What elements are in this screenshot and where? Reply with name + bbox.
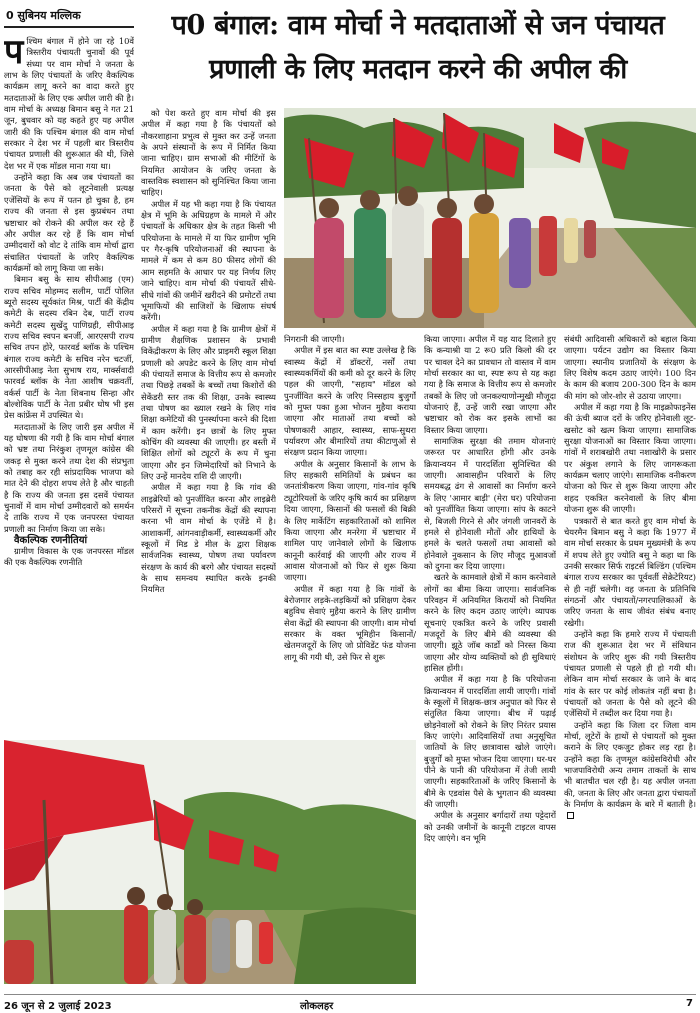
subheading: वैकल्पिक रणनीतियां (14, 535, 88, 547)
article-column-2 (141, 108, 276, 732)
article-paragraph: अपील में कहा गया है कि गांवों के बेरोजगार लड़के-लड़कियों को प्रशिक्षण देकर बहुविध सेवाएं मुहैया कराने के लिए ग्रामीण सेवा केंद्रों की स्थापना की जाएगी। वाम मोर्चा सरकार के वक्त भूमिहीन किसानों/खेतमजदूरों के लिए जो प्रोविडेंट फंड योजना लागू की गयी थी, उसे फिर से शुरू (284, 583, 416, 662)
article-paragraph: सामाजिक सुरक्षा की तमाम योजनाएं जरूरत पर आधारित होंगी और उनके क्रियान्वयन में पारदर्शिता सुनिश्चित की जाएगी। आवासहीन परिवारों के लिए समयबद्ध ढंग से आवासों का निर्माण करने के लिए 'आमार बाड़ी' (मेरा घर) परियोजना को पुनर्जीवित किया जाएगा। सांप के काटने से, बिजली गिरने से और जंगली जानवरों के हमले से होनेवाली मौतों और हाथियों के हमले के चलते फसलों तथा आवासों को होनेवाले नुकसान के लिए मौजूद मुआवजों को दुगना कर दिया जाएगा। (424, 436, 556, 571)
rally-photo-top (284, 108, 696, 328)
article-paragraph: ग्रामीण विकास के एक जनपरस्त मॉडल की एक वैकल्पिक रणनीति (4, 546, 134, 568)
article-paragraph: किया जाएगा। अपील में यह याद दिलाते हुए कि कन्याश्री या 2 रू0 प्रति किलो की दर पर चावल देने का प्रावधान तो वास्तव में वाम मोर्चा सरकार का था, स्पष्ट रूप से यह कहा गया है कि समाज के वित्तीय रूप से कमजोर तबकों के लिए जो जनकल्याणोन्मुखी मौजूदा योजनाएं हैं, उन्हें जारी रखा जाएगा और भ्रष्टाचार को रोक कर इसके लाभों का विस्तार किया जाएगा। (424, 334, 556, 435)
headline-line-2: प्रणाली के लिए मतदान करने की अपील की (209, 54, 627, 85)
article-paragraph: अपील में यह भी कहा गया है कि पंचायत क्षेत्र में भूमि के अधिग्रहण के मामले में और पंचायतों के अधिकार क्षेत्र के तहत किसी भी परियोजना के मामले में या फिर ग्रामीण भूमि पर गैर-कृषि परियोजनाओं की स्थापना के मामले में कम से कम 80 फीसद लोगों की आम सहमति के आधार पर यह निर्णय लिए जाने चाहिए। वाम मोर्चा की पंचायतें सीधे-सीधे गांवों की जमीनें खरीदने की प्रमोटरों तथा भूमाफियों की साजिशों के खिलाफ संघर्ष करेंगी। (141, 198, 276, 323)
article-column-4 (424, 334, 556, 990)
article-paragraph: मतदाताओं के लिए जारी इस अपील में यह घोषणा की गयी है कि वाम मोर्चा बंगाल को भ्रष्ट तथा निरंकुश तृणमूल कांग्रेस की जकड़ से मुक्त करने तथा देश की संप्रभुता को तबाह कर रही सांप्रदायिक भाजपा को मात देने की दोहरा शपथ लेते है और चाहती है कि राज्य की जनता इस दसवें पंचायत चुनावों में वाम मोर्चा उम्मीदवारों को समर्थन दे ताकि राज्य में एक जनपरस्त पंचायत प्रणाली का निर्माण किया जा सके। (4, 421, 134, 534)
article-paragraph: उन्होंने कहा कि हमारे राज्य में पंचायती राज की शुरूआत देश भर में संविधान संशोधन के जरिए शुरू की गयी त्रिस्तरीय पंचायत प्रणाली से पहले ही हो गयी थी। लेकिन वाम मोर्चा सरकार के जाने के बाद गांव के स्तर पर कोई लोकतंत्र नहीं बचा है। पंचायतों को जनता के पैसे को लूटने की एजेंसियों में तब्दील कर दिया गया है। (564, 628, 696, 719)
article-paragraph: अपील के अनुसार बर्गादारों तथा पट्टेदारों को उनकी जमीनों के कानूनी टाइटल वापस दिए जाएंगे। वन भूमि (424, 810, 556, 844)
article-paragraph: उन्होंने कहा कि अब जब पंचायतों का जनता के पैसे को लूटनेवाली प्रत्यक्ष एजेंसियों के रूप में पतन हो चुका है, हम राज्य की जनता से इस कुप्रबंधन तथा भ्रष्टाचार को रोकने की अपील कर रहे हैं और अपील कर रहे हैं कि वाम मोर्चा उम्मीदवारों को वोट दे तांकि वाम मोर्चा द्वारा संचालित पंचायतों के जरिए वैकल्पिक कार्यक्रमों को लागू किया जा सके। (4, 172, 134, 273)
headline (138, 4, 698, 96)
article-paragraph: संबंधी आदिवासी अधिकारों को बहाल किया जाएगा। पर्यटन उद्योग का विस्तार किया जाएगा। स्थानीय प्रजातियों के संरक्षण के लिए विशेष कदम उठाए जाएंगे। 100 दिन के काम की बजाय 200-300 दिन के काम की मांग को जोर-शोर से उठाया जाएगा। (564, 334, 696, 401)
publication-name: लोकलहर (300, 1001, 334, 1012)
rally-photo-bottom (4, 740, 416, 984)
byline: 0 सुबिनय मल्लिक (4, 6, 134, 28)
headline-line-1: प0 बंगाल: वाम मोर्चा ने मतदाताओं से जन पंचायत (171, 10, 665, 41)
article-column-1 (4, 36, 134, 732)
rally-photo-top-image (284, 108, 696, 328)
rally-photo-bottom-image (4, 740, 416, 984)
page-number: 7 (686, 998, 693, 1009)
paragraph-text: श्चिम बंगाल में होने जा रहे 10वें त्रिस्तरीय पंचायती चुनावों की पूर्व संध्या पर वाम मोर्चा ने जनता के लाभ के लिए पंचायतों के जरिए वैकल्पिक कार्यक्रम लागू करने का वादा करते हुए मतदाताओं के लिए एक अपील जारी की है। वाम मोर्चा के अध्यक्ष बिमान बसु ने गत 21 जून, बुधवार को यह कहते हुए यह अपील जारी की कि पश्चिम बंगाल की वाम मोर्चा सरकार ने देश भर में पहली बार त्रिस्तरीय पंचायत प्रणाली की शुरूआत की थी, जिसे देश भर में एक मॉडल माना गया था। (4, 36, 134, 171)
article-paragraph: अपील में कहा गया है कि ग्रामीण क्षेत्रों में ग्रामीण शैक्षणिक प्रशासन के प्रभावी विकेंद्रीकरण के लिए और प्राइमरी स्कूल शिक्षा प्रणाली को अपडेट करने के लिए वाम मोर्चा की पंचायतें समाज के वित्तीय रूप से कमजोर तथा पिछड़े तबकों के बच्चों तथा किशोरों की सेकेंडरी स्तर तक की शिक्षा, उनके स्वास्थ्य तथा पोषण का ख्याल रखने के लिए गांव शिक्षा कमेटियों की पुनर्स्थापना करने की दिशा में काम करेंगी। इन छात्रों के लिए मुफ्त कोचिंग की व्यवस्था की जाएगी। हर बस्ती में शिक्षित लोगों को ट्यूटरों के रूप में चुना जाएगा और इन जिम्मेदारियों को निभाने के लिए उन्हें मानदेय राशि दी जाएगी। (141, 323, 276, 481)
article-paragraph (564, 720, 696, 822)
issue-date: 26 जून से 2 जुलाई 2023 (4, 1001, 112, 1012)
article-paragraph: खतरे के कामवाले क्षेत्रों में काम करनेवाले लोगों का बीमा किया जाएगा। सार्वजनिक परिवहन में अनियमित किरायों को नियमित करने के लिए कदम उठाए जाएंगे। व्यापक सूचनाएं एकत्रित करने के जरिए प्रवासी मजदूरों के लिए बीमे की व्यवस्था की जाएगी। झूठे जॉब कार्डों को निरस्त किया जाएगा और योग्य व्यक्तियों को ही सुविधाएं हासिल होंगी। (424, 572, 556, 673)
article-paragraph: पत्रकारों से बात करते हुए वाम मोर्चा के चेयरमैन बिमान बसु ने कहा कि 1977 में वाम मोर्चा सरकार के प्रथम मुख्यमंत्री के रूप में शपथ लेते हुए ज्योति बसु ने कहा था कि उनकी सरकार सिर्फ राइटर्स बिल्डिंग (पश्चिम बंगाल राज्य सरकार का पूर्ववर्ती सेक्रेटेरियट) से ही नहीं चलेगी। वह जनता के प्रतिनिधि संगठनों और पंचायतों/नगरपालिकाओं के जरिए जनता के साथ जीवंत संबंध बनाए रखेगी। (564, 515, 696, 628)
end-of-article-icon (567, 812, 574, 819)
article-column-3 (284, 334, 416, 732)
article-paragraph: निगरानी की जाएगी। (284, 334, 345, 344)
footer-rule (4, 994, 696, 995)
article-paragraph: अपील के अनुसार किसानों के लाभ के लिए सहकारी समितियों के प्रबंधन का जनतांत्रीकरण किया जाएगा, गांव-गांव कृषि ट्यूटोरियलों के जरिए कृषि कार्य का प्रशिक्षण दिया जाएगा, किसानों की फसलों की बिक्री के लिए मार्केटिंग सहकारिताओं को शामिल किया जाएगा और मनरेगा में भ्रष्टाचार में शामिल पाए जानेवाले लोगों के खिलाफ कानूनी कार्रवाई की जाएगी और राज्य में आवास योजनाओं को फिर से शुरू किया जाएगा। (284, 458, 416, 583)
article-paragraph: को पेश करते हुए वाम मोर्चा की इस अपील में कहा गया है कि पंचायतों को नौकरशाहाना प्रभुत्व से मुक्त कर उन्हें जनता के अपने संस्थानों के रूप में निर्मित किया जाना चाहिए। ग्राम सभाओं की मीटिंगों के नियमित आयोजन के जरिए जनता के वास्तविक स्वशासन को सुनिश्चित किया जाना चाहिए। (141, 108, 276, 198)
article-column-5 (564, 334, 696, 990)
article-paragraph: अपील में कहा गया है कि गांव की लाइब्रेरियों को पुनर्जीवित करना और लाइब्रेरी परिसरों में सूचना तकनीक केंद्रों की स्थापना करना भी वाम मोर्चा के एजेंडे में है। आशाकर्मी, आंगनवाड़ीकर्मी, स्वास्थ्यकर्मी और स्कूलों में मिड डे मील के द्वारा शिक्षक सार्वजनिक स्वास्थ्य, पोषण तथा पर्यावरण संरक्षण के कार्य की बरगे और पंचायत सदस्यों के साथ समन्वय स्थापित करके इनकी नियमित (141, 482, 276, 595)
article-paragraph: बिमान बसु के साथ सीपीआइ (एम) राज्य सचिव मोहम्मद सलीम, पार्टी पोलित ब्यूरो सदस्य सूर्यकांत मिश्र, पार्टी की केंद्रीय कमेटी के सदस्य रबिन देब, पार्टी राज्य कमेटी सदस्य सुखेंदु पाणिग्रही, सीपीआइ राज्य सचिव स्वपन बनर्जी, आरएसपी राज्य सचिव तपन होरे, फारवर्ड ब्लॉक के पश्चिम बंगाल राज्य कमेटी के सचिव नरेन चटर्जी, आरसीपीआइ नेता सुभाष राय, मार्क्सवादी फारवर्ड ब्लॉक के नेता आशीष चक्रवर्ती, वर्कर्स पार्टी के नेता शिबनाथ सिन्हा और बोल्शेविक पार्टी के नेता प्रबीर घोष भी इस प्रेस कांफ्रेंस में उपस्थित थे। (4, 274, 134, 421)
paragraph-text: उन्होंने कहा कि जिला दर जिला वाम मोर्चा, लूटेरों के हाथों से पंचायतों को मुक्त कराने के लिए एकजुट होकर लड़ रहा है। उन्होंने कहा कि तृणमूल कांग्रेसविरोधी और भाजपाविरोधी अन्य तमाम ताकतों के साथ भी बातचीत चल रही है। यह अपील जनता की, जनता के लिए और जनता द्वारा पंचायतों के निर्माण के कार्यक्रम के बारे में बताती है। (564, 719, 696, 810)
drop-cap: प (4, 36, 24, 72)
article-paragraph: अपील में कहा गया है कि परियोजना क्रियान्वयन में पारदर्शिता लायी जाएगी। गांवों के स्कूलों में शिक्षक-छात्र अनुपात को फिर से संतुलित किया जाएगा। बीच में पढ़ाई छोड़नेवालों को रोकने के लिए निरंतर प्रयास किए जाएंगे। आदिवासियों तथा अनुसूचित जातियों के लिए छात्रावास खोले जाएंगे। बुजुर्गों को मुफ्त भोजन दिया जाएगा। घर-घर पीने के पानी की परियोजना में तेजी लायी जाएगी। सहकारिताओं के जरिए किसानों के बीमे के एडवांस पैसे के भुगतान की व्यवस्था की जाएगी। (424, 674, 556, 810)
article-paragraph: अपील में इस बात का स्पष्ट उल्लेख है कि स्वास्थ्य केंद्रों में डॉक्टरों, नर्सों तथा स्वास्थ्यकर्मियों की कमी को दूर करने के लिए पहल की जाएगी, "सहाय" मॉडल को पुनर्जीवित करने के जरिए निस्सहाय बुजुर्गों को मुफ्त पका हुआ भोजन मुहैया कराया जाएगा और माताओं तथा बच्चों को पोषणकारी आहार, स्वास्थ्य, साफ-सुथरा पर्यावरण और बीमारियों तथा कीटाणुओं से संरक्षण प्रदान किया जाएगा। (284, 345, 416, 458)
article-paragraph (4, 36, 134, 172)
article-paragraph: अपील में कहा गया है कि माइक्रोफाइनेंस की ऊंची ब्याज दरों के जरिए होनेवाली लूट-खसोट को खत्म किया जाएगा। सामाजिक सुरक्षा योजनाओं का विस्तार किया जाएगा। गांवों में शराबखोरी तथा नशाखोरी के प्रसार पर अंकुश लगाने के लिए जागरूकता कार्यक्रम चलाए जाएंगे। सामाजिक वनीकरण योजना को फिर से शुरू किया जाएगा और शहद एकत्रित करनेवालों के लिए बीमा योजना शुरू की जाएगी। (564, 402, 696, 515)
